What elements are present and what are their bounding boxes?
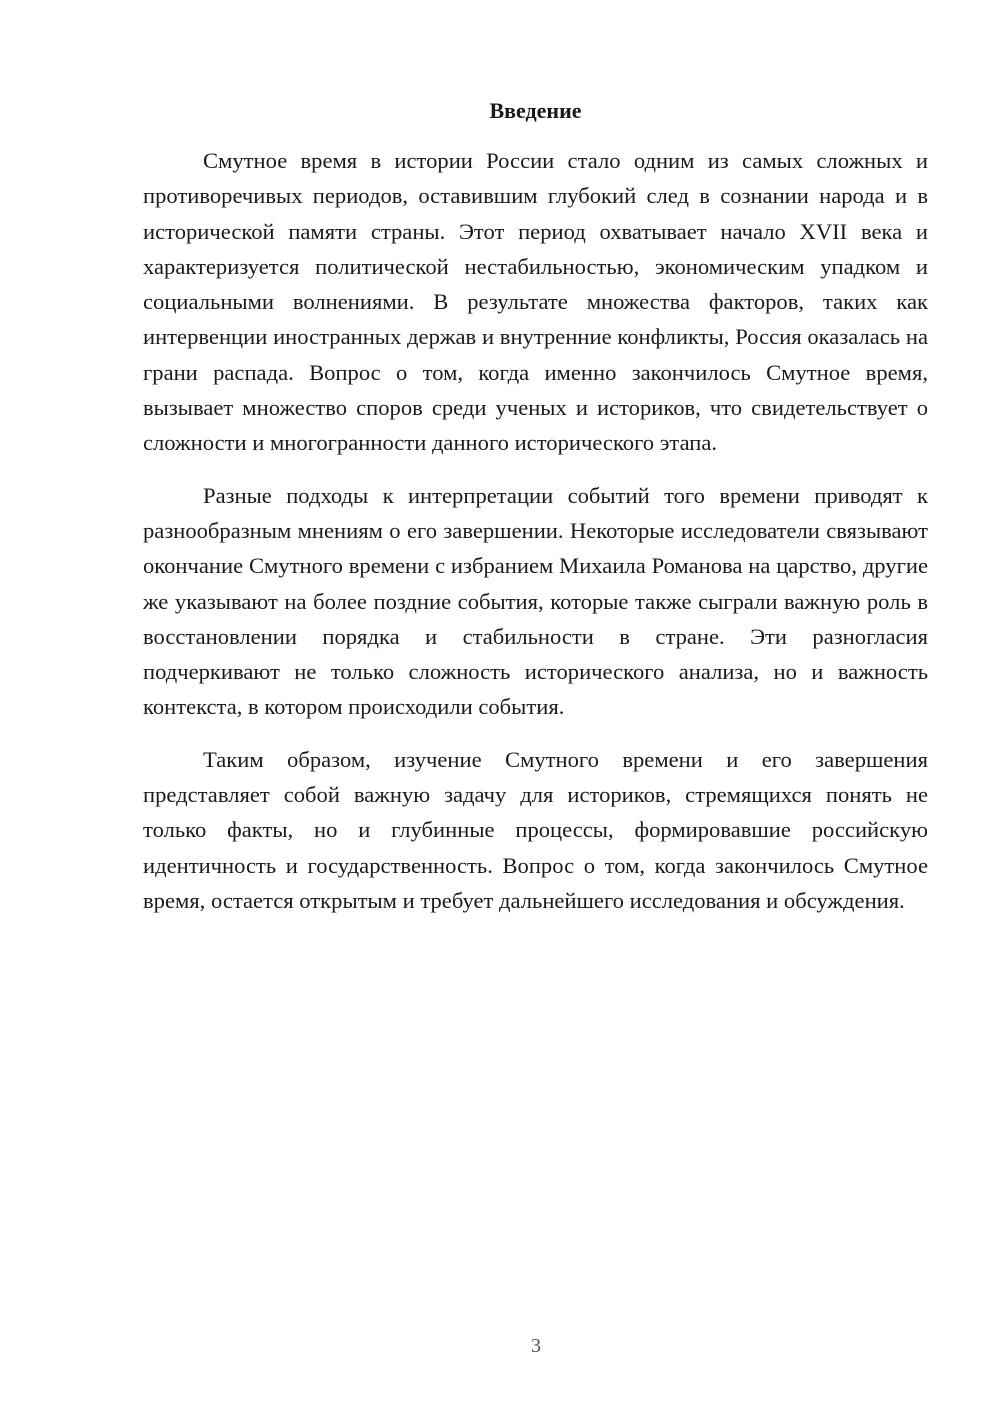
section-heading: Введение: [489, 98, 582, 123]
paragraph-1: Смутное время в истории России стало одним из самых сложных и противоречивых периодов, оставившим глубокий след в сознании народа и в исторической памяти страны. Этот период охватывает начало XVII века и характеризуется политической нестабильностью, экономическим упадком и социальными волнениями. В результате множества факторов, таких как интервенции иностранных держав и внутренние конфликты, Россия оказалась на грани распада. Вопрос о том, когда именно закончилось Смутное время, вызывает множество споров среди ученых и историков, что свидетельствует о сложности и многогранности данного исторического этапа.: [143, 148, 928, 456]
page-number: 3: [531, 1335, 541, 1357]
paragraph-2: Разные подходы к интерпретации событий того времени приводят к разнообразным мнениям о его завершении. Некоторые исследователи связывают окончание Смутного времени с избранием Михаила Романова на царство, другие же указывают на более поздние события, которые также сыграли важную роль в восстановлении порядка и стабильности в стране. Эти разногласия подчеркивают не только сложность исторического анализа, но и важность контекста, в котором происходили события.: [143, 482, 928, 720]
paragraph-3: Таким образом, изучение Смутного времени и его завершения представляет собой важную задачу для историков, стремящихся понять не только факты, но и глубинные процессы, формировавшие российскую идентичность и государственность. Вопрос о том, когда закончилось Смутное время, остается открытым и требует дальнейшего исследования и обсуждения.: [143, 746, 928, 913]
body-text: [143, 143, 928, 935]
